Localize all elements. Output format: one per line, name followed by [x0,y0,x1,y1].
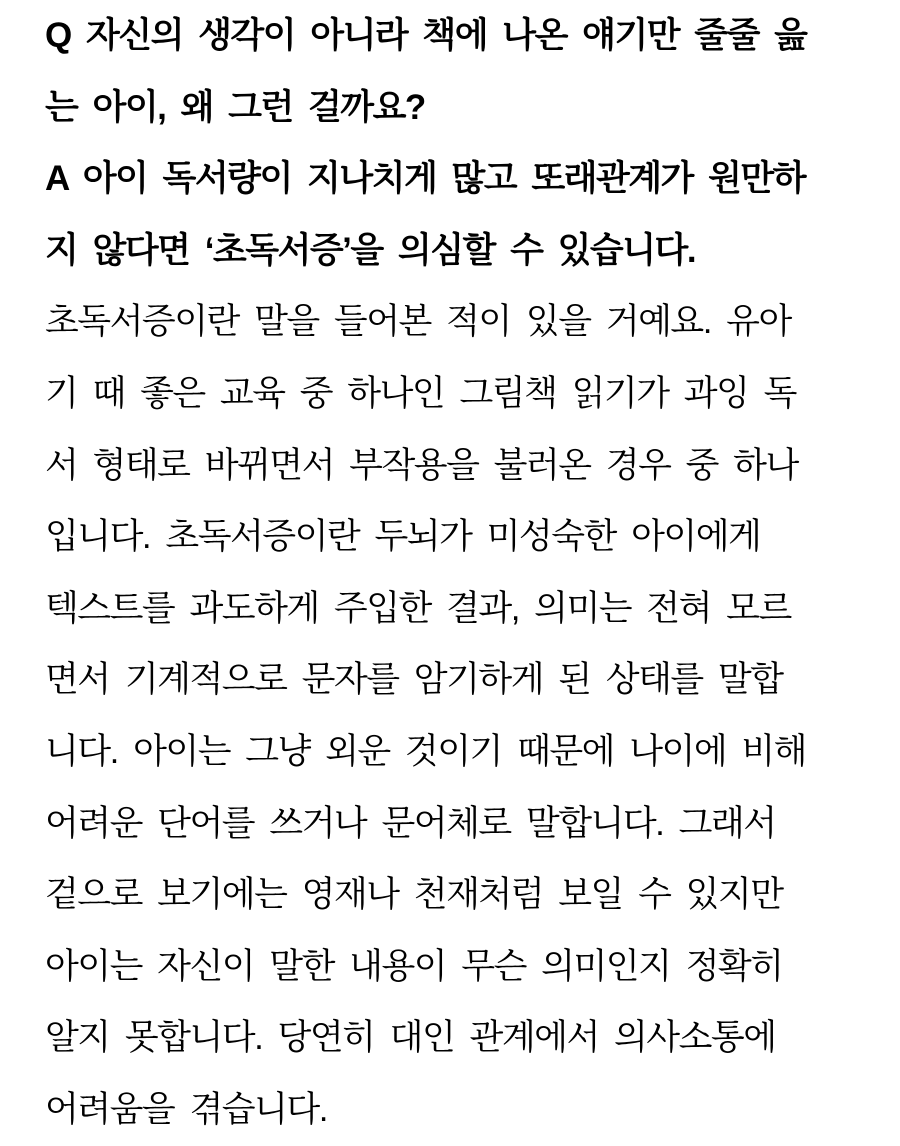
answer-highlight-block [45,143,864,286]
question-line: 는 아이, 왜 그런 걸까요? [45,87,425,127]
body-text-line: 어려움을 겪습니다. [45,1089,327,1129]
answer-highlight-line: A 아이 독서량이 지나치게 많고 또래관계가 원만하 [45,159,806,199]
question-block [45,0,864,143]
body-text-line: 입니다. 초독서증이란 두뇌가 미성숙한 아이에게 [45,517,761,557]
body-text-line: 겉으로 보기에는 영재나 천재처럼 보일 수 있지만 [45,875,783,915]
body-text-line: 알지 못합니다. 당연히 대인 관계에서 의사소통에 [45,1018,776,1058]
body-text-line: 어려운 단어를 쓰거나 문어체로 말합니다. 그래서 [45,803,776,843]
question-line: Q 자신의 생각이 아니라 책에 나온 얘기만 줄줄 읊 [45,16,807,55]
body-text-line: 아이는 자신이 말한 내용이 무슨 의미인지 정확히 [45,946,783,986]
body-text-line: 초독서증이란 말을 들어본 적이 있을 거예요. 유아 [45,302,791,342]
answer-highlight-line: 지 않다면 ‘초독서증’을 의심할 수 있습니다. [45,230,696,270]
body-text-line: 서 형태로 바뀌면서 부작용을 불러온 경우 중 하나 [45,445,798,485]
answer-body-block [45,286,864,1145]
body-text-line: 니다. 아이는 그냥 외운 것이기 때문에 나이에 비해 [45,731,806,771]
body-text-line: 면서 기계적으로 문자를 암기하게 된 상태를 말합 [45,660,783,700]
body-text-line: 텍스트를 과도하게 주입한 결과, 의미는 전혀 모르 [45,588,791,628]
body-text-line: 기 때 좋은 교육 중 하나인 그림책 읽기가 과잉 독 [45,373,796,413]
